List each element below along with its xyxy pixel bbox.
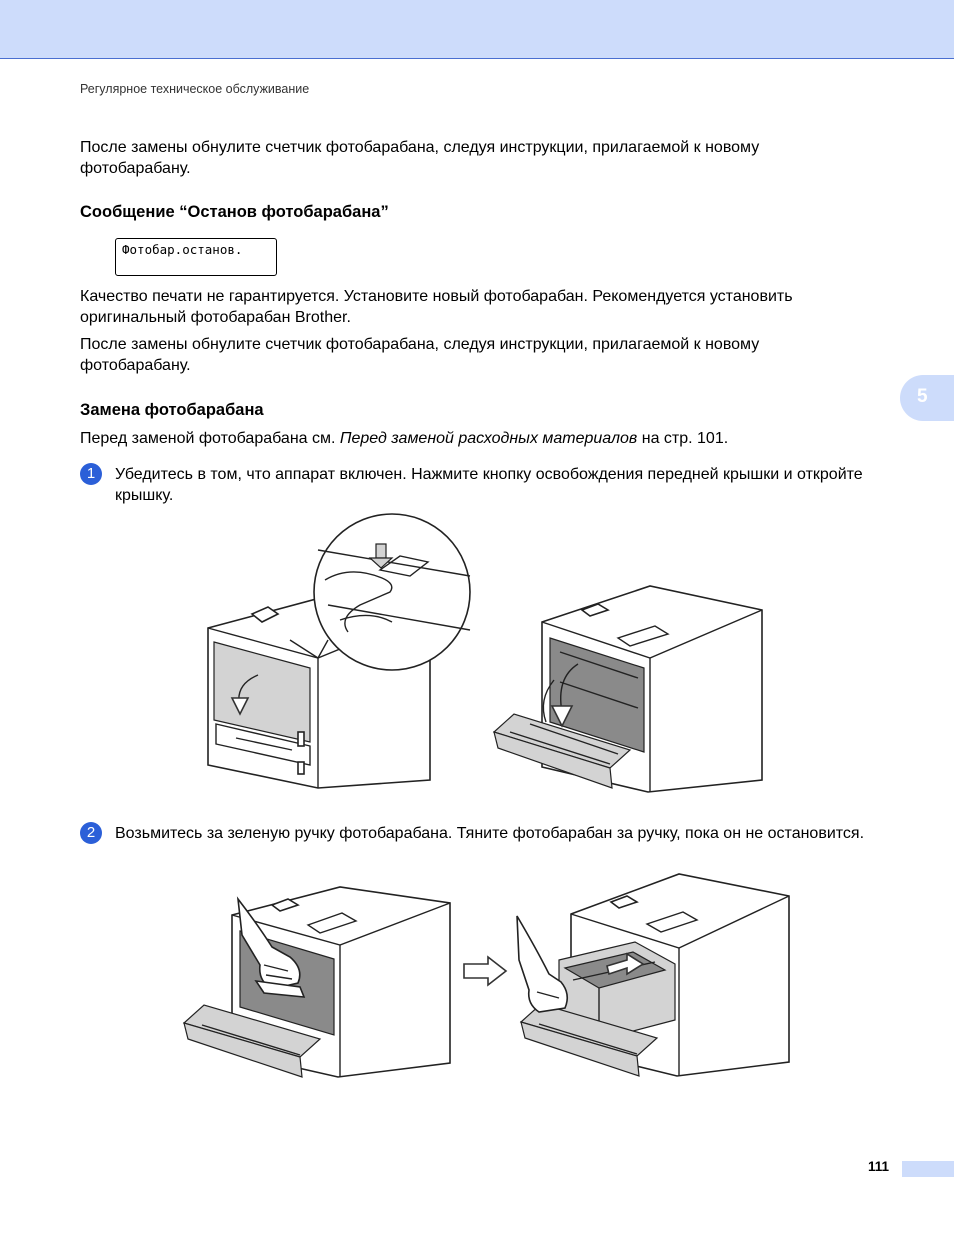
step-1-text: Убедитесь в том, что аппарат включен. Нажмите кнопку освобождения передней крышки и откройте крышку. — [115, 466, 863, 504]
printer-front-cover-release-illustration — [200, 510, 475, 792]
drum-replace-heading: Замена фотобарабана — [80, 401, 264, 419]
page-number: 111 — [868, 1159, 890, 1174]
header-band — [0, 0, 954, 59]
drum-stop-paragraph-1: Качество печати не гарантируется. Установите новый фотобарабан. Рекомендуется установить оригинальный фотобарабан Brother. — [80, 288, 793, 326]
running-header: Регулярное техническое обслуживание — [80, 82, 310, 96]
printer-front-cover-open-illustration — [490, 582, 770, 810]
next-step-arrow-icon — [462, 955, 508, 987]
grip-drum-handle-illustration — [180, 885, 455, 1093]
lcd-message-box — [115, 238, 277, 276]
drum-stop-heading: Сообщение “Останов фотобарабана” — [80, 203, 389, 221]
reference-suffix: на стр. 101. — [637, 430, 729, 447]
lcd-message-text: Фотобар.останов. — [122, 242, 243, 257]
chapter-tab — [900, 375, 954, 421]
step-2-badge: 2 — [80, 822, 102, 844]
reference-link[interactable]: Перед заменой расходных материалов — [339, 430, 638, 447]
footer-bar — [902, 1161, 954, 1177]
intro-paragraph: После замены обнулите счетчик фотобарабана, следуя инструкции, прилагаемой к новому фотобарабану. — [80, 139, 760, 177]
reference-paragraph — [80, 429, 870, 450]
chapter-number: 5 — [917, 386, 928, 407]
drum-stop-paragraph-2: После замены обнулите счетчик фотобарабана, следуя инструкции, прилагаемой к новому фотобарабану. — [80, 336, 760, 374]
step-1-badge: 1 — [80, 463, 102, 485]
pull-drum-out-illustration — [515, 870, 793, 1092]
step-2-text: Возьмитесь за зеленую ручку фотобарабана. Тяните фотобарабан за ручку, пока он не остановится. — [115, 825, 865, 842]
reference-prefix: Перед заменой фотобарабана см. — [80, 430, 340, 447]
